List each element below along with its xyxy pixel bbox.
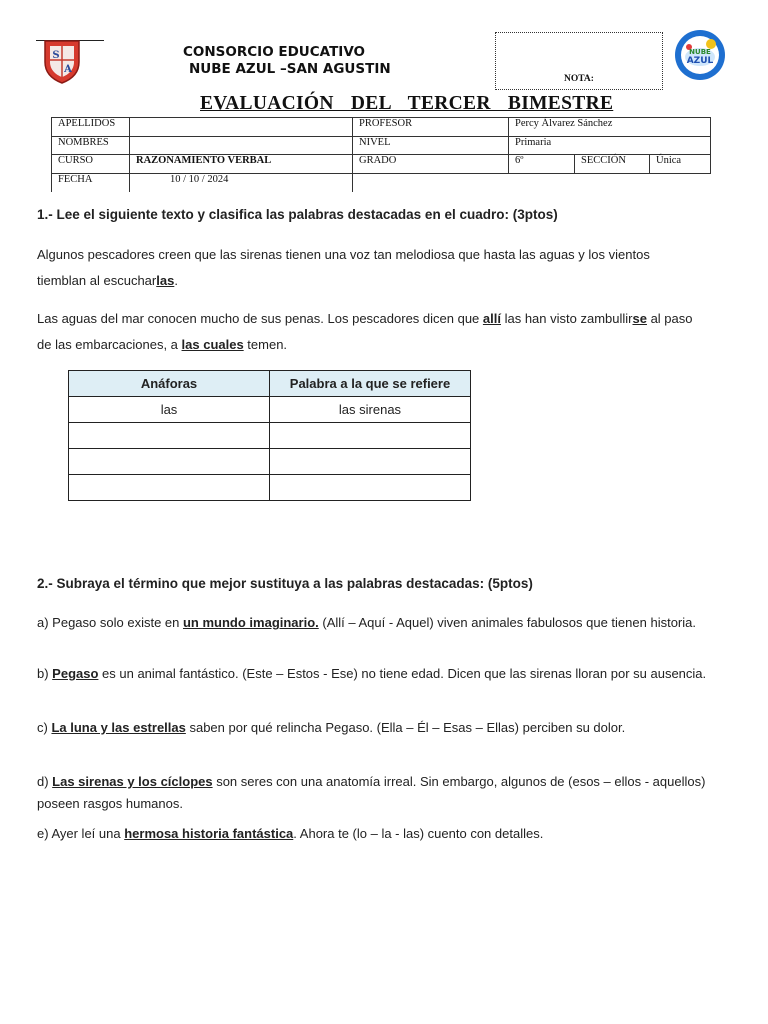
q2-d-line2: poseen rasgos humanos.: [37, 796, 183, 811]
nombres-label: NOMBRES: [52, 136, 130, 155]
seccion-label: SECCIÓN: [575, 155, 650, 174]
text: a) Pegaso solo existe en: [37, 615, 183, 630]
referent-cell[interactable]: [270, 449, 471, 475]
q2-item-c: [37, 720, 625, 735]
text: . Ahora te (lo – la - las) cuento con detalles.: [293, 826, 544, 841]
empty-cell: [353, 173, 711, 192]
exam-title: EVALUACIÓN DEL TERCER BIMESTRE: [200, 93, 614, 114]
fecha-label: FECHA: [52, 173, 130, 192]
anaphora-cell[interactable]: [69, 475, 270, 501]
highlight-word: las cuales: [181, 337, 244, 352]
curso-label: CURSO: [52, 155, 130, 174]
text: d): [37, 774, 53, 789]
text: tiemblan al escuchar: [37, 273, 157, 288]
highlight-word: se: [632, 311, 647, 326]
anaphora-table: [68, 370, 471, 501]
highlight-word: las: [156, 273, 175, 288]
nivel-label: NIVEL: [353, 136, 509, 155]
text: al paso: [646, 311, 693, 326]
q2-d-line1: [37, 771, 705, 793]
nube-azul-logo: [674, 29, 726, 81]
q1-paragraph-2: [37, 306, 693, 358]
text: las han visto zambullir: [500, 311, 633, 326]
text: c): [37, 720, 52, 735]
grado-label: GRADO: [353, 155, 509, 174]
school-line-1: CONSORCIO EDUCATIVO: [183, 44, 365, 60]
q1-p1-line1: Algunos pescadores creen que las sirenas tienen una voz tan melodiosa que hasta las aguas y los vientos: [37, 247, 650, 262]
svg-text:S: S: [52, 50, 60, 61]
q2-item-d: [37, 771, 705, 815]
text: b): [37, 666, 53, 681]
referent-cell[interactable]: las sirenas: [270, 397, 471, 423]
highlight-phrase: Pegaso: [52, 666, 99, 681]
school-line-2: NUBE AZUL –SAN AGUSTIN: [189, 61, 391, 77]
grade-label: NOTA:: [564, 74, 594, 84]
profesor-value: Percy Álvarez Sánchez: [509, 118, 711, 137]
seccion-value: Única: [650, 155, 711, 174]
anaphora-cell[interactable]: [69, 423, 270, 449]
q1-paragraph-1: [37, 242, 650, 294]
highlight-phrase: Las sirenas y los cíclopes: [52, 774, 213, 789]
highlight-word: allí: [482, 311, 501, 326]
text: e) Ayer leí una: [37, 826, 125, 841]
text: Las aguas del mar conocen mucho de sus penas. Los pescadores dicen que: [37, 311, 483, 326]
profesor-label: PROFESOR: [353, 118, 509, 137]
q2-item-b: [37, 666, 706, 681]
grado-value: 6º: [509, 155, 575, 174]
q2-item-e: [37, 826, 543, 841]
anaphora-header: Anáforas: [69, 371, 270, 397]
text: saben por qué relincha Pegaso. (Ella – Él – Esas – Ellas) perciben su dolor.: [185, 720, 626, 735]
highlight-phrase: un mundo imaginario.: [182, 615, 319, 630]
text: temen.: [243, 337, 288, 352]
referent-cell[interactable]: [270, 423, 471, 449]
text: .: [174, 273, 178, 288]
q1-p2-line1: [37, 306, 693, 332]
curso-value: RAZONAMIENTO VERBAL: [130, 155, 353, 174]
referent-cell[interactable]: [270, 475, 471, 501]
svg-text:AZUL: AZUL: [686, 56, 714, 66]
text: de las embarcaciones, a: [37, 337, 182, 352]
highlight-phrase: hermosa historia fantástica: [124, 826, 294, 841]
student-info-table: [51, 117, 711, 192]
q2-item-a: [37, 615, 696, 630]
apellidos-field[interactable]: [130, 118, 353, 137]
anaphora-cell[interactable]: las: [69, 397, 270, 423]
q2-heading: 2.- Subraya el término que mejor sustituya a las palabras destacadas: (5ptos): [37, 576, 533, 591]
q1-heading: 1.- Lee el siguiente texto y clasifica las palabras destacadas en el cuadro: (3ptos): [37, 207, 558, 222]
nivel-value: Primaria: [509, 136, 711, 155]
q1-p2-line2: [37, 332, 693, 358]
fecha-value: 10 / 10 / 2024: [130, 173, 353, 192]
q1-p1-line2: [37, 268, 650, 294]
highlight-phrase: La luna y las estrellas: [51, 720, 186, 735]
anaphora-cell[interactable]: [69, 449, 270, 475]
text: (Allí – Aquí - Aquel) viven animales fabulosos que tienen historia.: [318, 615, 696, 630]
svg-text:A: A: [64, 64, 72, 75]
svg-text:NUBE: NUBE: [689, 48, 711, 56]
text: son seres con una anatomía irreal. Sin embargo, algunos de (esos – ellos - aquellos): [212, 774, 706, 789]
referent-header: Palabra a la que se refiere: [270, 371, 471, 397]
apellidos-label: APELLIDOS: [52, 118, 130, 137]
school-name: [183, 44, 391, 78]
text: es un animal fantástico. (Este – Estos - Ese) no tiene edad. Dicen que las sirenas lloran por su ausencia.: [98, 666, 707, 681]
nombres-field[interactable]: [130, 136, 353, 155]
school-shield-logo: [42, 38, 82, 84]
